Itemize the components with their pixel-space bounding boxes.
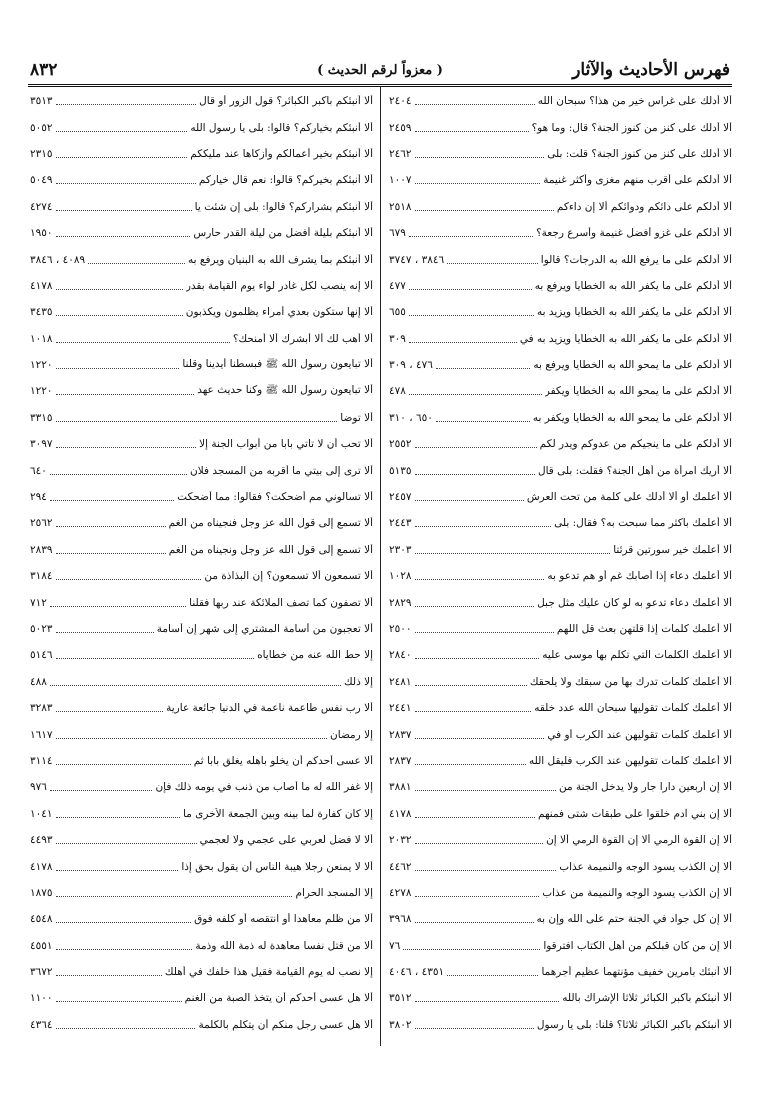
- entry-text: إلا المسجد الحرام: [295, 886, 373, 899]
- entry-text: ألا أعلمك خير سورتين قرئتا: [613, 543, 732, 556]
- hadith-number: ٣٩٦٨: [389, 913, 412, 926]
- hadith-number: ٣١١٤: [30, 754, 53, 767]
- index-entry: [389, 326, 732, 352]
- entry-text: ألا أعلمك دعاء تدعو به لو كان عليك مثل جبل: [537, 596, 732, 609]
- index-entry: [389, 827, 732, 853]
- leader-dots: [56, 182, 196, 184]
- entry-text: ألا أدلكم على ما يكفر الله به الخطايا ويزيد به: [536, 306, 732, 319]
- hadith-number: ٢٩٤: [30, 491, 47, 504]
- hadith-number: ٣٦٧٢: [30, 966, 53, 979]
- hadith-number: ٢٥٦٢: [30, 517, 53, 530]
- leader-dots: [56, 209, 192, 211]
- entry-text: ألا إن من كان قبلكم من أهل الكتاب افترقوا: [543, 939, 732, 952]
- index-entry: [389, 933, 732, 959]
- index-entry: [389, 510, 732, 536]
- entry-text: ألا أنبئكم بأكبر الكبائر؟ قول الزور أو قال: [199, 95, 373, 108]
- entry-text: إلا رمضان: [330, 728, 373, 741]
- entry-text: ألا تسمع إلى قول الله عز وجل فنجيناه من الغم: [168, 517, 373, 530]
- leader-dots: [415, 103, 535, 105]
- index-entry: [30, 880, 373, 906]
- hadith-number: ٥٠٥٢: [30, 121, 53, 134]
- leader-dots: [409, 235, 533, 237]
- entry-text: ألا أدلكم على ما ينجيكم من عدوكم ويدر لكم: [539, 438, 732, 451]
- index-entry: [30, 141, 373, 167]
- leader-dots: [56, 525, 166, 527]
- entry-text: ألا رب نفس طاعمة ناعمة في الدنيا جائعة عارية: [166, 702, 373, 715]
- leader-dots: [56, 974, 162, 976]
- leader-dots: [56, 763, 191, 765]
- leader-dots: [415, 684, 527, 686]
- hadith-number: ٢٥٥٢: [389, 438, 412, 451]
- hadith-number: ٢٤٠٤: [389, 95, 412, 108]
- leader-dots: [415, 657, 540, 659]
- index-entry: [389, 669, 732, 695]
- index-entry: [389, 537, 732, 563]
- leader-dots: [415, 789, 556, 791]
- hadith-number: ٣٥١٢: [389, 992, 412, 1005]
- index-entry: [389, 352, 732, 378]
- leader-dots: [56, 367, 180, 369]
- index-entry: [30, 1012, 373, 1038]
- index-entry: [30, 695, 373, 721]
- leader-dots: [436, 367, 530, 369]
- index-entry: [389, 985, 732, 1011]
- entry-text: ألا أعلمك أو ألا أدلك على كلمة من تحت العرش: [526, 491, 732, 504]
- index-entry: [389, 378, 732, 404]
- leader-dots: [415, 763, 526, 765]
- leader-dots: [409, 341, 517, 343]
- hadith-number: ٢٣٠٣: [389, 543, 412, 556]
- index-entry: [30, 88, 373, 114]
- leader-dots: [415, 446, 537, 448]
- entry-text: ألا أعلمك بأكثر مما سبحت به؟ فقال: بلى: [554, 517, 732, 530]
- hadith-number: ٤٠٨٩ ، ٣٨٤٦: [30, 253, 86, 266]
- leader-dots: [415, 631, 554, 633]
- leader-dots: [50, 789, 153, 791]
- index-entry: [30, 299, 373, 325]
- page-header: [30, 56, 730, 84]
- index-entry: [389, 88, 732, 114]
- leader-dots: [447, 974, 538, 976]
- hadith-number: ٤٧٧: [389, 279, 406, 292]
- index-entry: [30, 378, 373, 404]
- index-entry: [389, 246, 732, 272]
- entry-text: ألا أهب لك ألا أبشرك ألا أمنحك؟: [232, 332, 373, 345]
- leader-dots: [56, 552, 166, 554]
- hadith-number: ٢٤٤١: [389, 702, 412, 715]
- leader-dots: [56, 869, 179, 871]
- entry-text: ألا تبايعون رسول الله ﷺ وكنا حديث عهد: [197, 383, 373, 396]
- leader-dots: [56, 895, 293, 897]
- index-entry: [30, 669, 373, 695]
- index-entry: [30, 642, 373, 668]
- index-entry: [389, 114, 732, 140]
- leader-dots: [56, 103, 197, 105]
- leader-dots: [56, 1000, 182, 1002]
- index-entry: [30, 563, 373, 589]
- leader-dots: [56, 393, 195, 395]
- leader-dots: [56, 578, 202, 580]
- entry-text: ألا أنبئك بأمرين خفيف مؤنتهما عظيم أجرهما: [541, 966, 732, 979]
- leader-dots: [415, 473, 535, 475]
- entry-text: ألا أنبئكم بأكبر الكبائر ثلاثا الإشراك بالله: [562, 992, 732, 1005]
- leader-dots: [403, 948, 540, 950]
- leader-dots: [56, 816, 180, 818]
- entry-text: ألا أدلك على كنز من كنوز الجنة؟ قال: وما هو؟: [531, 121, 732, 134]
- index-entry: [30, 985, 373, 1011]
- entry-text: ألا تسمعون ألا تسمعون؟ إن البذاذة من: [204, 570, 373, 583]
- leader-dots: [50, 684, 341, 686]
- entry-text: ألا أعلمك كلمات إذا قلتهن بعث قل اللهم: [556, 623, 732, 635]
- leader-dots: [56, 710, 164, 712]
- index-entry: [30, 273, 373, 299]
- leader-dots: [56, 314, 183, 316]
- hadith-number: ٤٢٧٨: [389, 886, 412, 899]
- index-entry: [389, 616, 732, 642]
- leader-dots: [415, 710, 532, 712]
- leader-dots: [415, 816, 535, 818]
- index-entry: [389, 959, 732, 985]
- entry-text: ألا أدلكم على ما يكفر الله به الخطايا ويرفع به: [534, 279, 732, 292]
- hadith-number: ٧١٢: [30, 596, 47, 609]
- hadith-number: ٢٤٨١: [389, 675, 412, 688]
- hadith-number: ٢٠٣٢: [389, 834, 412, 847]
- leader-dots: [415, 869, 557, 871]
- index-entry: [389, 880, 732, 906]
- index-entry: [30, 774, 373, 800]
- entry-text: ألا من ظلم معاهدا أو انتقصه أو كلفه فوق: [194, 913, 373, 926]
- leader-dots: [415, 499, 524, 501]
- entry-text: إلا ذلك: [344, 675, 373, 688]
- entry-text: ألا ترى إلى بيتي ما أقربه من المسجد فلان: [190, 464, 373, 477]
- hadith-number: ٣٢٨٣: [30, 702, 53, 715]
- entry-text: ألا إن كل جواد في الجنة حتم على الله وإن به: [536, 913, 732, 926]
- index-entry: [389, 906, 732, 932]
- index-column-left: [30, 88, 373, 1038]
- index-entry: [30, 114, 373, 140]
- hadith-number: ٤٥٤٨: [30, 913, 53, 926]
- leader-dots: [56, 948, 193, 950]
- leader-dots: [415, 1000, 560, 1002]
- hadith-number: ٣٨٨١: [389, 781, 412, 794]
- leader-dots: [56, 737, 327, 739]
- hadith-number: ١٢٢٠: [30, 359, 53, 372]
- leader-dots: [56, 631, 154, 633]
- hadith-number: ٦٤٠: [30, 464, 47, 477]
- hadith-number: ٤١٧٨: [30, 279, 53, 292]
- index-entry: [30, 853, 373, 879]
- index-entry: [389, 194, 732, 220]
- entry-text: ألا عسى أحدكم أن يخلو بأهله يغلق بابا ثم: [193, 754, 373, 767]
- hadith-number: ٢٨٣٧: [389, 728, 412, 741]
- hadith-number: ٢٤٤٣: [389, 517, 412, 530]
- index-entry: [30, 959, 373, 985]
- index-entry: [30, 537, 373, 563]
- leader-dots: [409, 314, 534, 316]
- page-subtitle: ( معزواً لرقم الحديث ): [317, 62, 443, 78]
- index-entry: [389, 695, 732, 721]
- index-entry: [389, 801, 732, 827]
- index-entry: [30, 352, 373, 378]
- entry-text: ألا أعلمك الكلمات التي تكلم بها موسى عليه: [542, 649, 732, 662]
- index-entry: [389, 1012, 732, 1038]
- index-entry: [30, 827, 373, 853]
- entry-text: ألا تصفون كما تصف الملائكة عند ربها فقلنا: [189, 596, 373, 609]
- index-entry: [30, 801, 373, 827]
- entry-text: إلا غفر الله له ما أصاب من ذنب في يومه ذلك فإن: [155, 781, 373, 794]
- hadith-number: ٢٨٣٩: [30, 543, 53, 556]
- entry-text: ألا لا فضل لعربي على عجمي ولا لعجمي: [199, 834, 373, 847]
- leader-dots: [415, 156, 545, 158]
- index-entry: [389, 563, 732, 589]
- index-entry: [30, 721, 373, 747]
- hadith-number: ٥١٣٥: [389, 464, 412, 477]
- leader-dots: [56, 1027, 196, 1029]
- leader-dots: [436, 420, 530, 422]
- entry-text: ألا من قتل نفسا معاهدة له ذمة الله وذمة: [195, 939, 373, 952]
- entry-text: ألا أنبئكم بشراركم؟ قالوا: بلى إن شئت يا: [194, 200, 373, 213]
- hadith-number: ٣٤٣٥: [30, 306, 53, 319]
- entry-text: ألا تسمع إلى قول الله عز وجل ونجيناه من الغم: [168, 543, 373, 556]
- entry-text: ألا هل عسى رجل منكم أن يتكلم بالكلمة: [198, 1018, 373, 1031]
- entry-text: ألا أنبئكم بأكبر الكبائر ثلاثا؟ قلنا: بلى يا رسول: [536, 1018, 732, 1031]
- hadith-number: ٢٤٦٢: [389, 147, 412, 160]
- index-entry: [389, 484, 732, 510]
- hadith-number: ١٢٢٠: [30, 385, 53, 398]
- entry-text: ألا إن الكذب يسود الوجه والنميمة من عذاب: [542, 886, 732, 899]
- hadith-number: ٣١٨٤: [30, 570, 53, 583]
- leader-dots: [56, 842, 197, 844]
- leader-dots: [50, 473, 187, 475]
- entry-text: ألا أدلكم على ما يمحو الله به الخطايا ويكفر به: [532, 411, 732, 424]
- hadith-number: ٣٠٩٧: [30, 438, 53, 451]
- index-entry: [30, 246, 373, 272]
- entry-text: ألا تعجبون من أسامة المشتري إلى شهر إن أسامة: [156, 623, 373, 635]
- hadith-number: ٥٠٤٩: [30, 174, 53, 187]
- hadith-number: ٤٢٧٤: [30, 200, 53, 213]
- index-entry: [389, 853, 732, 879]
- entry-text: ألا إن القوة الرمي ألا إن القوة الرمي ألا إن: [546, 834, 732, 847]
- leader-dots: [415, 895, 540, 897]
- hadith-number: ٤٤٩٣: [30, 834, 53, 847]
- index-entry: [389, 273, 732, 299]
- page-number: ٨٣٢: [30, 60, 58, 80]
- leader-dots: [415, 525, 552, 527]
- leader-dots: [415, 182, 541, 184]
- entry-text: ألا أعلمك كلمات تقوليها سبحان الله عدد خلقه: [534, 702, 732, 715]
- entry-text: ألا تبايعون رسول الله ﷺ فبسطنا أيدينا وقلنا: [182, 357, 373, 370]
- leader-dots: [415, 1027, 534, 1029]
- entry-text: ألا أدلكم على أقرب منهم مغزى وأكثر غنيمة: [543, 174, 732, 187]
- entry-text: ألا لا يمنعن رجلا هيبة الناس أن يقول بحق إذا: [181, 860, 373, 873]
- index-entry: [389, 721, 732, 747]
- leader-dots: [415, 552, 611, 554]
- entry-text: ألا إن أربعين دارا جار ولا يدخل الجنة من: [559, 781, 732, 794]
- entry-text: ألا هل عسى أحدكم أن يتخذ الصبة من الغنم: [184, 992, 373, 1005]
- entry-text: ألا أدلكم على ما يمحو الله به الخطايا ويكفر: [544, 385, 732, 398]
- hadith-number: ١١٠٠: [30, 992, 53, 1005]
- entry-text: ألا تسألوني مم أضحكت؟ فقالوا: مما أضحكت: [177, 491, 373, 504]
- index-entry: [30, 933, 373, 959]
- page-title: فهرس الأحاديث والآثار: [572, 60, 730, 80]
- hadith-number: ٧٦: [389, 939, 401, 952]
- hadith-number: ٣٣١٥: [30, 411, 53, 424]
- entry-text: ألا تحب أن لا تأتي بابا من أبواب الجنة إلا: [199, 438, 373, 451]
- entry-text: إلا كان كفارة لما بينه وبين الجمعة الأخرى ما: [183, 807, 373, 820]
- hadith-number: ٥١٤٦: [30, 649, 53, 662]
- hadith-number: ٣٥١٣: [30, 95, 53, 108]
- entry-text: ألا إن الكذب يسود الوجه والنميمة عذاب: [559, 860, 732, 873]
- hadith-number: ٤٨٨: [30, 675, 47, 688]
- leader-dots: [56, 235, 191, 237]
- hadith-number: ٢٨٣٧: [389, 754, 412, 767]
- entry-text: ألا أنبئكم بليلة أفضل من ليلة القدر حارس: [193, 227, 373, 240]
- leader-dots: [415, 130, 529, 132]
- leader-dots: [50, 499, 174, 501]
- hadith-number: ٤٧٨: [389, 385, 406, 398]
- hadith-number: ٤٥٥١: [30, 939, 53, 952]
- hadith-number: ١٠٤١: [30, 807, 53, 820]
- leader-dots: [409, 393, 542, 395]
- leader-dots: [56, 130, 188, 132]
- hadith-number: ٢٤٥٩: [389, 121, 412, 134]
- leader-dots: [56, 657, 255, 659]
- index-entry: [30, 906, 373, 932]
- leader-dots: [447, 262, 538, 264]
- entry-text: ألا أعلمك دعاء إذا أصابك غم أو هم تدعو به: [547, 570, 732, 583]
- index-entry: [30, 167, 373, 193]
- hadith-number: ١٠٢٨: [389, 570, 412, 583]
- hadith-number: ٣٨٠٢: [389, 1018, 412, 1031]
- leader-dots: [56, 446, 197, 448]
- hadith-number: ٤١٧٨: [30, 860, 53, 873]
- index-entry: [30, 616, 373, 642]
- hadith-number: ١٠٠٧: [389, 174, 412, 187]
- leader-dots: [56, 420, 338, 422]
- leader-dots: [415, 578, 545, 580]
- entry-text: ألا أنبئكم بما يشرف الله به البنيان ويرفع به: [188, 253, 373, 266]
- hadith-number: ١٨٧٥: [30, 886, 53, 899]
- index-entry: [389, 141, 732, 167]
- leader-dots: [50, 605, 186, 607]
- entry-text: ألا إن بني آدم خلقوا على طبقات شتى فمنهم: [537, 807, 732, 820]
- leader-dots: [409, 288, 532, 290]
- entry-text: ألا أعلمك كلمات تدرك بها من سبقك ولا يلحقك: [529, 675, 732, 688]
- leader-dots: [56, 921, 192, 923]
- index-entry: [389, 642, 732, 668]
- index-entry: [30, 748, 373, 774]
- leader-dots: [56, 288, 183, 290]
- entry-text: ألا أدلكم على ما يمحو الله به الخطايا ويرفع به: [533, 359, 732, 372]
- column-divider: [380, 86, 381, 1046]
- entry-text: ألا أعلمك كلمات تقوليهن عند الكرب فليقل الله: [528, 754, 732, 767]
- index-entry: [30, 589, 373, 615]
- leader-dots: [415, 605, 535, 607]
- entry-text: إلا نصب له يوم القيامة فقيل هذا خلفك في أهلك: [164, 966, 373, 979]
- hadith-number: ٥٠٢٣: [30, 623, 53, 635]
- hadith-number: ٤١٧٨: [389, 807, 412, 820]
- leader-dots: [415, 842, 544, 844]
- index-entry: [389, 748, 732, 774]
- index-column-right: [389, 88, 732, 1038]
- index-entry: [389, 457, 732, 483]
- index-entry: [389, 589, 732, 615]
- hadith-number: ٦٥٥: [389, 306, 406, 319]
- leader-dots: [56, 156, 188, 158]
- hadith-number: ١٠١٨: [30, 332, 53, 345]
- hadith-number: ٣٠٩: [389, 332, 406, 345]
- hadith-number: ٤٤٦٢: [389, 860, 412, 873]
- hadith-number: ٢٤٥٧: [389, 491, 412, 504]
- index-entry: [30, 431, 373, 457]
- entry-text: ألا أنبئكم بخياركم؟ قالوا: بلى يا رسول الله: [190, 121, 373, 134]
- index-entry: [30, 457, 373, 483]
- entry-text: ألا أدلكم على ما يكفر الله به الخطايا ويزيد به في: [519, 332, 732, 345]
- hadith-number: ١٦١٧: [30, 728, 53, 741]
- entry-text: ألا أدلكم على دائكم ودوائكم ألا إن داءكم: [556, 200, 732, 213]
- hadith-number: ٢٨٤٠: [389, 649, 412, 662]
- entry-text: ألا إنها ستكون بعدي أمراء يظلمون ويكذبون: [185, 306, 373, 319]
- index-entry: [30, 484, 373, 510]
- entry-text: ألا أدلكم على غزو أفضل غنيمة وأسرع رجعة؟: [536, 227, 732, 240]
- hadith-number: ٤٣٦٤: [30, 1018, 53, 1031]
- hadith-number: ٢٣١٥: [30, 147, 53, 160]
- hadith-number: ٤٣٥١ ، ٤٠٤٦: [389, 966, 445, 979]
- entry-text: إلا حط الله عنه من خطاياه: [257, 649, 373, 662]
- hadith-number: ٣٨٤٦ ، ٣٧٤٧: [389, 253, 445, 266]
- entry-text: ألا أدلك على غراس خير من هذا؟ سبحان الله: [537, 95, 732, 108]
- hadith-number: ٢٨٢٩: [389, 596, 412, 609]
- leader-dots: [415, 209, 554, 211]
- index-entry: [30, 326, 373, 352]
- hadith-number: ٤٧٦ ، ٣٠٩: [389, 359, 433, 372]
- index-entry: [389, 220, 732, 246]
- entry-text: ألا أريك امرأة من أهل الجنة؟ فقلت: بلى قال: [537, 464, 732, 477]
- hadith-number: ٢٥٠٠: [389, 623, 412, 635]
- hadith-number: ٦٥٠ ، ٣١٠: [389, 411, 433, 424]
- leader-dots: [415, 921, 534, 923]
- hadith-number: ٦٧٩: [389, 227, 406, 240]
- leader-dots: [415, 737, 545, 739]
- leader-dots: [88, 262, 185, 264]
- entry-text: ألا أدلكم على ما يرفع الله به الدرجات؟ قالوا: [540, 253, 732, 266]
- index-entry: [30, 194, 373, 220]
- index-entry: [389, 431, 732, 457]
- leader-dots: [56, 341, 230, 343]
- index-entry: [389, 299, 732, 325]
- hadith-number: ٢٥١٨: [389, 200, 412, 213]
- entry-text: ألا أدلك على كنز من كنوز الجنة؟ قلت: بلى: [547, 147, 732, 160]
- entry-text: ألا أنبئكم بخير أعمالكم وأزكاها عند مليككم: [190, 147, 373, 160]
- index-entry: [389, 774, 732, 800]
- hadith-number: ٩٧٦: [30, 781, 47, 794]
- hadith-number: ١٩٥٠: [30, 227, 53, 240]
- index-entry: [389, 405, 732, 431]
- index-entry: [389, 167, 732, 193]
- index-entry: [30, 510, 373, 536]
- entry-text: ألا أعلمك كلمات تقوليهن عند الكرب أو في: [547, 728, 732, 741]
- entry-text: ألا أنبئكم بخيركم؟ قالوا: نعم قال خياركم: [198, 174, 373, 187]
- index-entry: [30, 220, 373, 246]
- entry-text: ألا إنه ينصب لكل غادر لواء يوم القيامة بقدر: [185, 279, 373, 292]
- entry-text: ألا توضأ: [340, 411, 373, 424]
- index-entry: [30, 405, 373, 431]
